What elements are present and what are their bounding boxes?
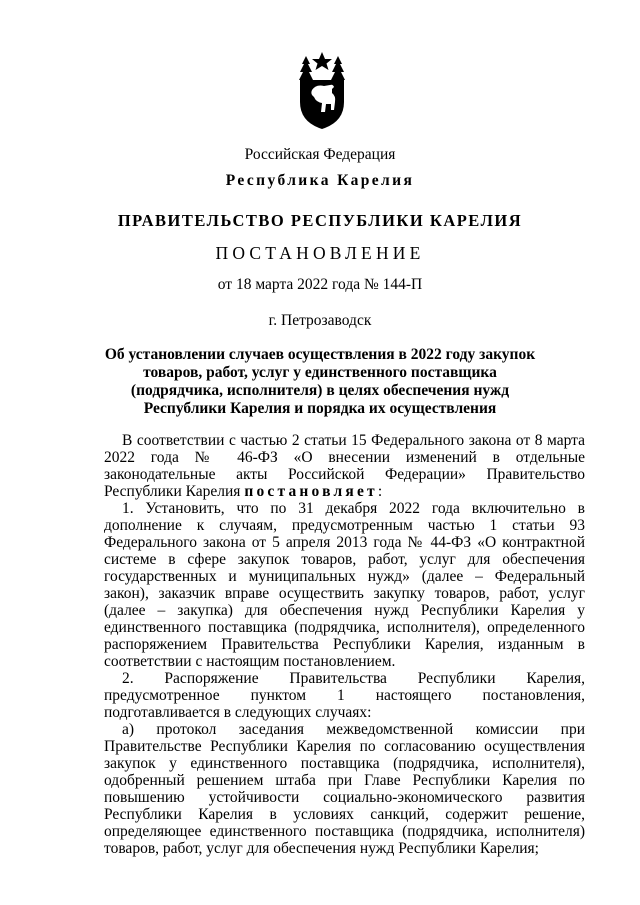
- doc-type-heading: ПОСТАНОВЛЕНИЕ: [215, 243, 425, 263]
- document-body: [104, 432, 585, 857]
- document-title: Об установлении случаев осуществления в 2022 году закупок товаров, работ, услуг у единственного поставщика (подрядчика, исполнителя) в целях обеспечения нужд Республики Карелия и порядка их осуществления: [104, 346, 536, 417]
- paragraph-1: 1. Установить, что по 31 декабря 2022 года включительно в дополнение к случаям, предусмотренным частью 1 статьи 93 Федерального закона от 5 апреля 2013 года № 44-ФЗ «О контрактной системе в сфере закупок товаров, работ, услуг для обеспечения государственных и муниципальных нужд» (далее – Федеральный закон), заказчик вправе осуществить закупку товаров, работ, услуг (далее – закупка) для обеспечения нужд Республики Карелия у единственного поставщика (подрядчика, исполнителя), определенного распоряжением Правительства Республики Карелия, изданным в соответствии с настоящим постановлением.: [104, 500, 585, 670]
- place-line: г. Петрозаводск: [268, 312, 372, 329]
- government-heading: ПРАВИТЕЛЬСТВО РЕСПУБЛИКИ КАРЕЛИЯ: [117, 211, 523, 230]
- date-number-line: от 18 марта 2022 года № 144-П: [217, 276, 423, 293]
- paragraph-2a: а) протокол заседания межведомственной комиссии при Правительстве Республики Карелия по согласованию осуществления закупок у единственного поставщика (подрядчика, исполнителя), одобренный решением штаба при Главе Республики Карелия по повышению устойчивости социально-экономического развития Республики Карелия в условиях санкций, содержит решение, определяющее единственного поставщика (подрядчика, исполнителя) товаров, работ, услуг для обеспечения нужд Республики Карелия;: [104, 721, 585, 857]
- karelia-coat-of-arms: [298, 52, 346, 130]
- intro-text: В соответствии с частью 2 статьи 15 Федерального закона от 8 марта 2022 года № 46-ФЗ «О внесении изменений в отдельные законодательные акты Российской Федерации» Правительство Республики Карелия: [104, 432, 585, 500]
- decree-word: постановляет: [244, 483, 378, 500]
- intro-paragraph: В соответствии с частью 2 статьи 15 Федерального закона от 8 марта 2022 года № 46-ФЗ «О внесении изменений в отдельные законодательные акты Российской Федерации» Правительство Республики Карелия постановляет:: [104, 432, 585, 500]
- paragraph-2: 2. Распоряжение Правительства Республики Карелия, предусмотренное пунктом 1 настоящего постановления, подготавливается в следующих случаях:: [104, 670, 585, 721]
- country-line: Российская Федерация: [244, 146, 396, 163]
- republic-line: Республика Карелия: [225, 172, 415, 189]
